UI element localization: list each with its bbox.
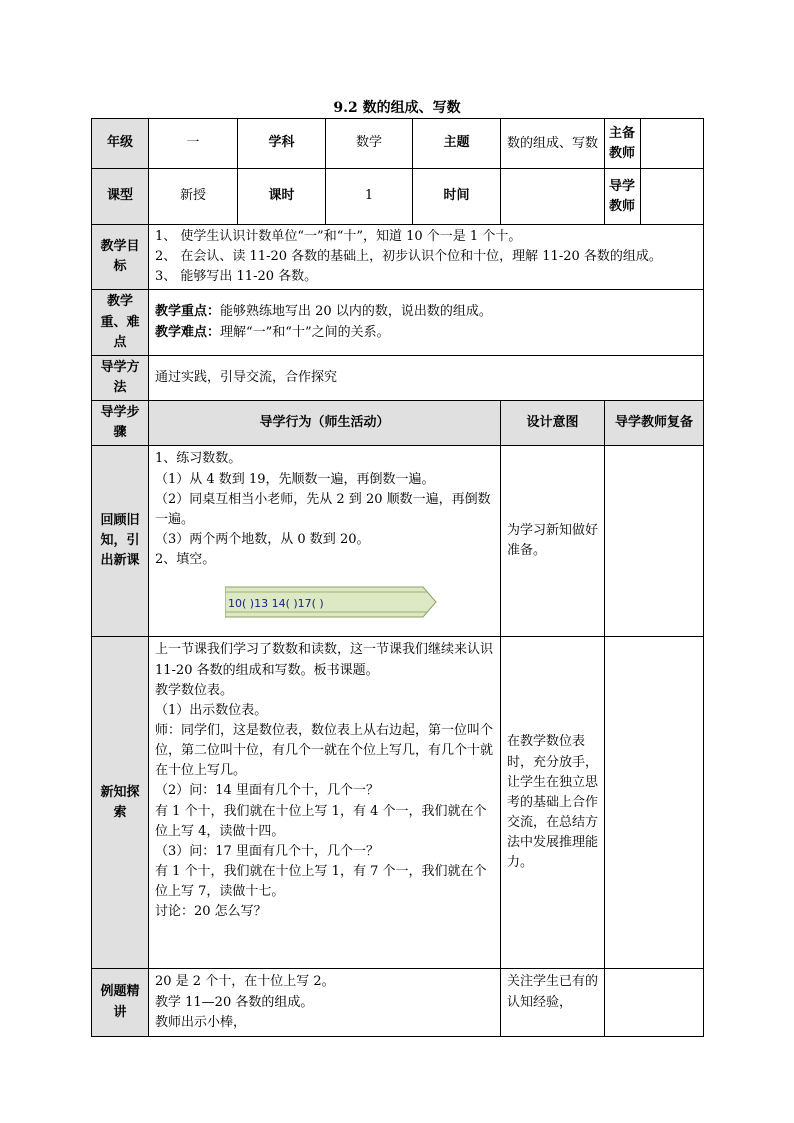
explore-notes <box>605 637 704 969</box>
keypoints-content <box>149 290 704 355</box>
goal-line-2: 2、 在会认、读 11-20 各数的基础上，初步认识个位和十位，理解 11-20 各数的组成。 <box>155 249 662 265</box>
explore-line-4: 师：同学们，这是数位表，数位表上从右边起，第一位叫个位，第二位叫十位，有几个一就在个位上写几，有几个十就在十位上写几。 <box>155 722 494 779</box>
example-section-label: 例题精讲 <box>92 969 149 1036</box>
method-text: 通过实践，引导交流，合作探究 <box>149 355 704 400</box>
goals-content <box>149 225 704 290</box>
key-point-label: 教学重点： <box>155 304 221 320</box>
time-value <box>501 169 605 225</box>
goal-line-3: 3、 能够写出 11-20 各数。 <box>155 269 318 285</box>
explore-line-7: （3）问：17 里面有几个十，几个一？ <box>155 843 379 859</box>
review-section-row <box>92 446 704 637</box>
explore-section-label: 新知探索 <box>92 637 149 969</box>
goals-label: 教学目标 <box>92 225 149 290</box>
review-section-content <box>149 446 501 637</box>
example-line-1: 20 是 2 个十，在十位上写 2。 <box>155 974 335 990</box>
teacher-value <box>641 119 704 169</box>
difficult-point-text: 理解“一”和“十”之间的关系。 <box>220 324 390 340</box>
time-label: 时间 <box>413 169 501 225</box>
explore-line-8: 有 1 个十，我们就在十位上写 1，有 7 个一，我们就在个位上写 7，读做十七。 <box>155 863 487 900</box>
example-section-content <box>149 969 501 1036</box>
example-intent: 关注学生已有的认知经验， <box>501 969 605 1036</box>
explore-line-2: 教学数位表。 <box>155 682 234 698</box>
explore-line-5: （2）问：14 里面有几个十，几个一？ <box>155 783 379 799</box>
review-line-1: 1、练习数数。 <box>155 451 242 467</box>
goal-line-1: 1、 使学生认识计数单位“一”和“十”，知道 10 个一是 1 个十。 <box>155 229 522 244</box>
guide-value <box>641 169 704 225</box>
explore-intent: 在教学数位表时，充分放手，让学生在独立思考的基础上合作交流，在总结方法中发展推理能力。 <box>501 637 605 969</box>
explore-line-3: （1）出示数位表。 <box>155 702 268 718</box>
topic-label: 主题 <box>413 119 501 169</box>
goals-row <box>92 225 704 290</box>
review-line-2: （1）从 4 数到 19，先顺数一遍，再倒数一遍。 <box>155 471 435 487</box>
info-row-1 <box>92 119 704 169</box>
review-intent: 为学习新知做好准备。 <box>501 446 605 637</box>
difficult-point-label: 教学难点： <box>155 324 221 340</box>
method-label: 导学方法 <box>92 355 149 400</box>
period-label: 课时 <box>238 169 326 225</box>
grade-label: 年级 <box>92 119 149 169</box>
example-line-2: 教学 11—20 各数的组成。 <box>155 994 314 1010</box>
explore-line-9: 讨论：20 怎么写？ <box>155 904 267 920</box>
type-label: 课型 <box>92 169 149 225</box>
grade-value: 一 <box>149 119 238 169</box>
period-value: 1 <box>326 169 413 225</box>
topic-value: 数的组成、写数 <box>501 119 605 169</box>
guide-label: 导学教师 <box>605 169 641 225</box>
example-section-row <box>92 969 704 1036</box>
steps-header-row <box>92 401 704 446</box>
subject-value: 数学 <box>326 119 413 169</box>
lesson-plan-table <box>91 118 704 1037</box>
method-row <box>92 355 704 400</box>
review-notes <box>605 446 704 637</box>
activity-header: 导学行为（师生活动） <box>149 401 501 446</box>
explore-line-1: 上一节课我们学习了数数和读数，这一节课我们继续来认识 11-20 各数的组成和写数。板书课题。 <box>155 642 494 678</box>
steps-header: 导学步骤 <box>92 401 149 446</box>
review-section-label: 回顾旧知，引出新课 <box>92 446 149 637</box>
review-header: 导学教师复备 <box>605 401 704 446</box>
explore-line-6: 有 1 个十，我们就在十位上写 1，有 4 个一，我们就在个位上写 4，读做十四。 <box>155 803 487 839</box>
type-value: 新授 <box>149 169 238 225</box>
ruler-text: 10( )13 14( )17( ) <box>228 597 324 611</box>
explore-section-row <box>92 637 704 969</box>
explore-section-content <box>149 637 501 969</box>
example-line-3: 教师出示小棒， <box>155 1014 247 1030</box>
number-ruler-image <box>225 584 439 620</box>
info-row-2 <box>92 169 704 225</box>
subject-label: 学科 <box>238 119 326 169</box>
review-line-4: （3）两个两个地数，从 0 数到 20。 <box>155 531 370 547</box>
keypoints-row <box>92 290 704 355</box>
page-title: 9.2 数的组成、写数 <box>333 100 461 116</box>
keypoints-label: 教学重、难点 <box>92 290 149 355</box>
intent-header: 设计意图 <box>501 401 605 446</box>
teacher-label: 主备教师 <box>605 119 641 169</box>
example-notes <box>605 969 704 1036</box>
key-point-text: 能够熟练地写出 20 以内的数，说出数的组成。 <box>220 304 492 320</box>
review-line-3: （2）同桌互相当小老师，先从 2 到 20 顺数一遍，再倒数一遍。 <box>155 491 491 527</box>
review-line-5: 2、填空。 <box>155 552 216 568</box>
